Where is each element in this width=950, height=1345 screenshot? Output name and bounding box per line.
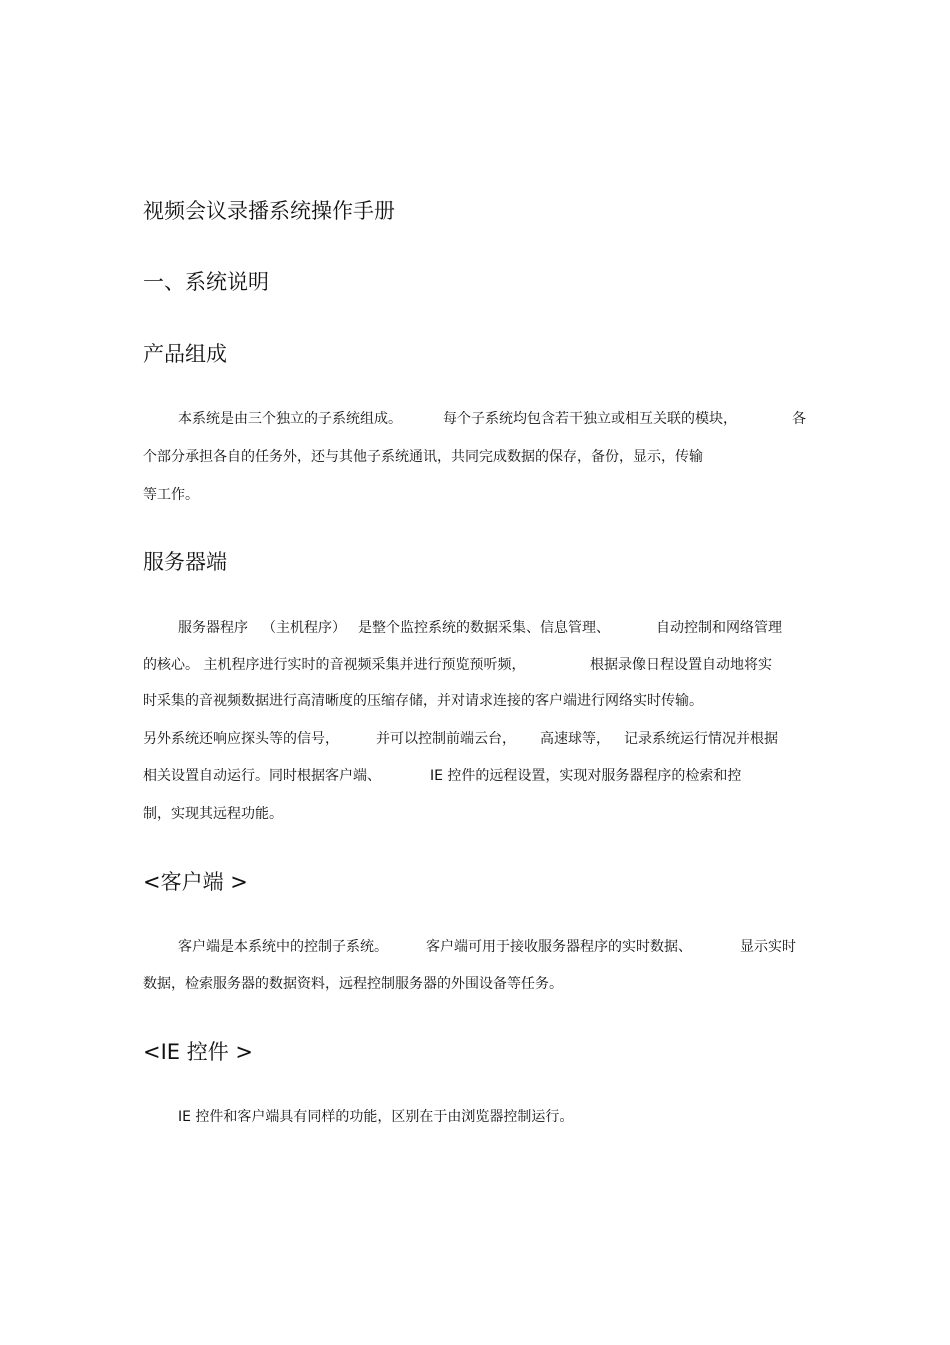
text-segment: 高速球等， [540,731,610,747]
text-segment: 自动控制和网络管理 [656,620,782,636]
text-segment: 是整个监控系统的数据采集、信息管理、 [358,620,610,636]
text-segment: （主机程序） [262,620,346,636]
subsection-heading-server: 服务器端 [143,550,227,574]
text-segment: 服务器程序 [178,620,248,636]
paragraph-line: IE 控件和客户端具有同样的功能，区别在于由浏览器控制运行。 [178,1109,574,1125]
paragraph-line: 制，实现其远程功能。 [143,806,283,822]
text-segment: IE 控件的远程设置，实现对服务器程序的检索和控 [430,768,742,784]
text-segment: 另外系统还响应探头等的信号， [143,731,339,747]
subsection-heading-product: 产品组成 [143,342,227,366]
paragraph-line: 等工作。 [143,487,199,503]
text-segment: 相关设置自动运行。同时根据客户端、 [143,768,381,784]
text-segment: 各 [792,411,806,427]
subsection-heading-ie-control: <IE 控件 > [143,1040,254,1064]
text-segment: 根据录像日程设置自动地将实 [590,657,772,673]
paragraph-line: 个部分承担各自的任务外，还与其他子系统通讯，共同完成数据的保存，备份，显示，传输 [143,449,703,465]
subsection-heading-client: <客户端 > [143,870,248,894]
paragraph-line: 时采集的音视频数据进行高清晰度的压缩存储，并对请求连接的客户端进行网络实时传输。 [143,693,703,709]
section-heading: 一、系统说明 [143,270,269,294]
document-title: 视频会议录播系统操作手册 [143,199,395,223]
text-segment: 客户端可用于接收服务器程序的实时数据、 [426,939,692,955]
text-segment: 记录系统运行情况并根据 [624,731,778,747]
text-segment: 的核心。 主机程序进行实时的音视频采集并进行预览预听频， [143,657,526,673]
text-segment: 每个子系统均包含若干独立或相互关联的模块， [443,411,737,427]
text-segment: 显示实时 [740,939,796,955]
paragraph-line: 数据，检索服务器的数据资料，远程控制服务器的外围设备等任务。 [143,976,563,992]
text-segment: 客户端是本系统中的控制子系统。 [178,939,388,955]
text-segment: 本系统是由三个独立的子系统组成。 [178,411,402,427]
text-segment: 并可以控制前端云台， [376,731,516,747]
